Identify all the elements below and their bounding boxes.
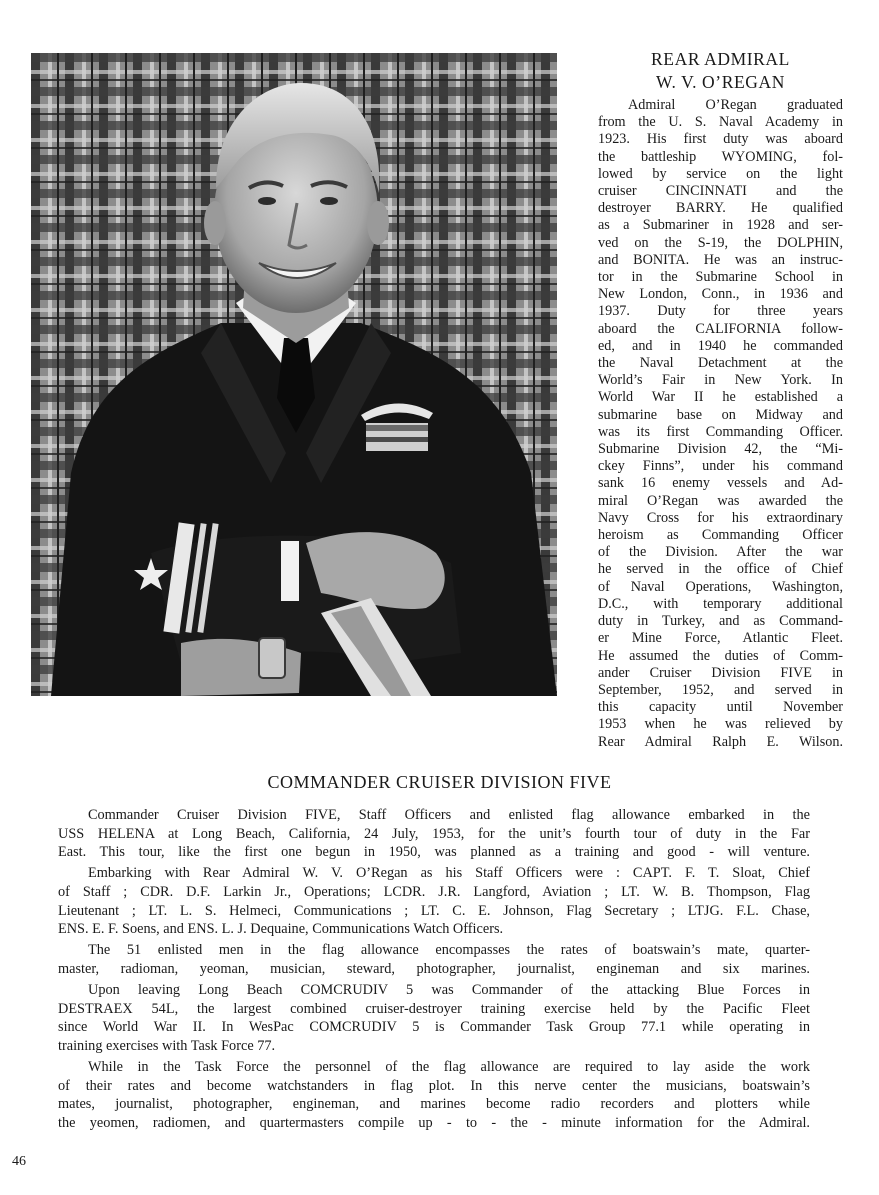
bio-line: ed, and in 1940 he commanded xyxy=(598,337,843,354)
bio-line: 1923. His first duty was aboard xyxy=(598,131,843,148)
bio-line: tor in the Submarine School in xyxy=(598,269,843,286)
bio-line: He assumed the duties of Comm- xyxy=(598,647,843,664)
paragraph xyxy=(58,806,810,862)
text-line: While in the Task Force the personnel of the flag allowance are required to lay aside the work xyxy=(88,1058,810,1075)
text-line: USS HELENA at Long Beach, California, 24 July, 1953, for the unit’s fourth tour of duty in the Far xyxy=(58,825,810,842)
paragraph xyxy=(58,1058,810,1133)
bio-line: aboard the CALIFORNIA follow- xyxy=(598,320,843,337)
bio-line: as a Submariner in 1928 and ser- xyxy=(598,217,843,234)
bio-line: D.C., with temporary additional xyxy=(598,595,843,612)
text-line: the yeomen, radiomen, and quartermasters compile up - to - the - minute information for the Admiral. xyxy=(58,1115,810,1131)
bio-line: this capacity until November xyxy=(598,699,843,716)
bio-line: of Naval Operations, Washington, xyxy=(598,578,843,595)
page-number: 46 xyxy=(12,1154,26,1169)
bio-line: cruiser CINCINNATI and the xyxy=(598,183,843,200)
text-line: ENS. E. F. Soens, and ENS. L. J. Dequaine, Communications Watch Officers. xyxy=(58,921,504,938)
text-line: DESTRAEX 54L, the largest combined cruiser-destroyer training exercise held by the Pacific Fleet xyxy=(58,1000,810,1017)
bio-title xyxy=(598,48,843,94)
bio-title-rank: REAR ADMIRAL xyxy=(651,49,790,69)
text-line: of Staff ; CDR. D.F. Larkin Jr., Operations; LCDR. J.R. Langford, Aviation ; LT. W. B. Thompson, Flag xyxy=(58,884,810,900)
bio-line: New London, Conn., in 1936 and xyxy=(598,286,843,303)
section-heading: COMMANDER CRUISER DIVISION FIVE xyxy=(267,772,612,792)
text-line: training exercises with Task Force 77. xyxy=(58,1038,276,1054)
bio-line: he served in the office of Chief xyxy=(598,561,843,578)
bio-line: the battleship WYOMING, fol- xyxy=(598,148,843,165)
bio-line: the Naval Detachment at the xyxy=(598,355,843,372)
text-line: Lieutenant ; LT. L. S. Helmeci, Communications ; LT. C. E. Johnson, Flag Secretary ; LTJG. F.L. Chase, xyxy=(58,902,810,919)
bio-line: 1937. Duty for three years xyxy=(598,303,843,320)
text-line: Upon leaving Long Beach COMCRUDIV 5 was Commander of the attacking Blue Forces in xyxy=(88,981,810,998)
bio-line: World War II he established a xyxy=(598,389,843,406)
paragraph xyxy=(58,941,810,978)
bio-line: sank 16 enemy vessels and Ad- xyxy=(598,475,843,492)
bio-line: miral O’Regan was awarded the xyxy=(598,492,843,509)
text-line: of their rates and become watchstanders in flag plot. In this nerve center the musicians, boatswain’s xyxy=(58,1077,810,1094)
text-line: East. This tour, like the first one begun in 1950, was planned as a training and good - will venture. xyxy=(58,844,810,861)
text-line: Embarking with Rear Admiral W. V. O’Regan as his Staff Officers were : CAPT. F. T. Sloat, Chief xyxy=(88,865,810,882)
bio-line: September, 1952, and served in xyxy=(598,681,843,698)
text-line: mates, journalist, photographer, engineman, and marines become radio recorders and plotters while xyxy=(58,1096,810,1113)
bio-line: submarine base on Midway and xyxy=(598,406,843,423)
text-line: master, radioman, yeoman, musician, steward, photographer, journalist, engineman and six marines. xyxy=(58,961,810,977)
bio-line: ved on the S-19, the DOLPHIN, xyxy=(598,234,843,251)
admiral-portrait-photo xyxy=(31,53,557,696)
bio-line: World’s Fair in New York. In xyxy=(598,372,843,389)
bio-line: ckey Finns”, under his command xyxy=(598,458,843,475)
bio-line: Rear Admiral Ralph E. Wilson. xyxy=(598,733,843,750)
text-line: since World War II. In WesPac COMCRUDIV 5 is Commander Task Group 77.1 while operating in xyxy=(58,1019,810,1036)
text-line: The 51 enlisted men in the flag allowance encompasses the rates of boatswain’s mate, quarter- xyxy=(88,942,810,959)
bio-line: heroism as Commanding Officer xyxy=(598,527,843,544)
bio-line: ander Cruiser Division FIVE in xyxy=(598,664,843,681)
text-line: Commander Cruiser Division FIVE, Staff Officers and enlisted flag allowance embarked in the xyxy=(88,807,810,823)
portrait-illustration xyxy=(31,53,557,696)
bio-line: of the Division. After the war xyxy=(598,544,843,561)
bio-text xyxy=(598,97,843,751)
main-body-text xyxy=(58,806,810,1135)
paragraph xyxy=(58,981,810,1056)
bio-line: from the U. S. Naval Academy in xyxy=(598,114,843,131)
bio-line: Submarine Division 42, the “Mi- xyxy=(598,441,843,458)
bio-line: was its first Commanding Officer. xyxy=(598,423,843,440)
bio-line: Navy Cross for his extraordinary xyxy=(598,509,843,526)
bio-title-name: W. V. O’REGAN xyxy=(655,72,786,92)
paragraph xyxy=(58,864,810,939)
bio-line: er Mine Force, Atlantic Fleet. xyxy=(598,630,843,647)
bio-line: destroyer BARRY. He qualified xyxy=(598,200,843,217)
bio-line: duty in Turkey, and as Command- xyxy=(598,613,843,630)
bio-line: Admiral O’Regan graduated xyxy=(628,97,843,113)
bio-line: 1953 when he was relieved by xyxy=(598,716,843,733)
bio-line: lowed by service on the light xyxy=(598,165,843,182)
bio-line: and BONITA. He was an instruc- xyxy=(598,251,843,268)
